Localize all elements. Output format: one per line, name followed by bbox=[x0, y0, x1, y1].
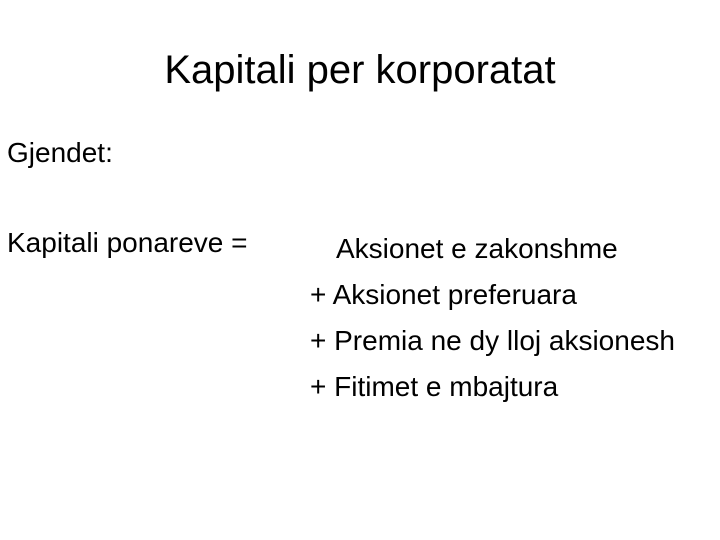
equation-term-common-shares: Aksionet e zakonshme bbox=[336, 233, 618, 264]
equation-term-preferred-shares: + Aksionet preferuara bbox=[310, 279, 577, 310]
equation-term-retained-earnings: + Fitimet e mbajtura bbox=[310, 371, 559, 402]
slide-title: Kapitali per korporatat bbox=[164, 48, 556, 92]
equation-right-side bbox=[310, 226, 675, 410]
equation-left-side: Kapitali ponareve = bbox=[7, 227, 248, 258]
intro-label: Gjendet: bbox=[7, 137, 113, 168]
equation-term-share-premium: + Premia ne dy lloj aksionesh bbox=[310, 325, 675, 356]
